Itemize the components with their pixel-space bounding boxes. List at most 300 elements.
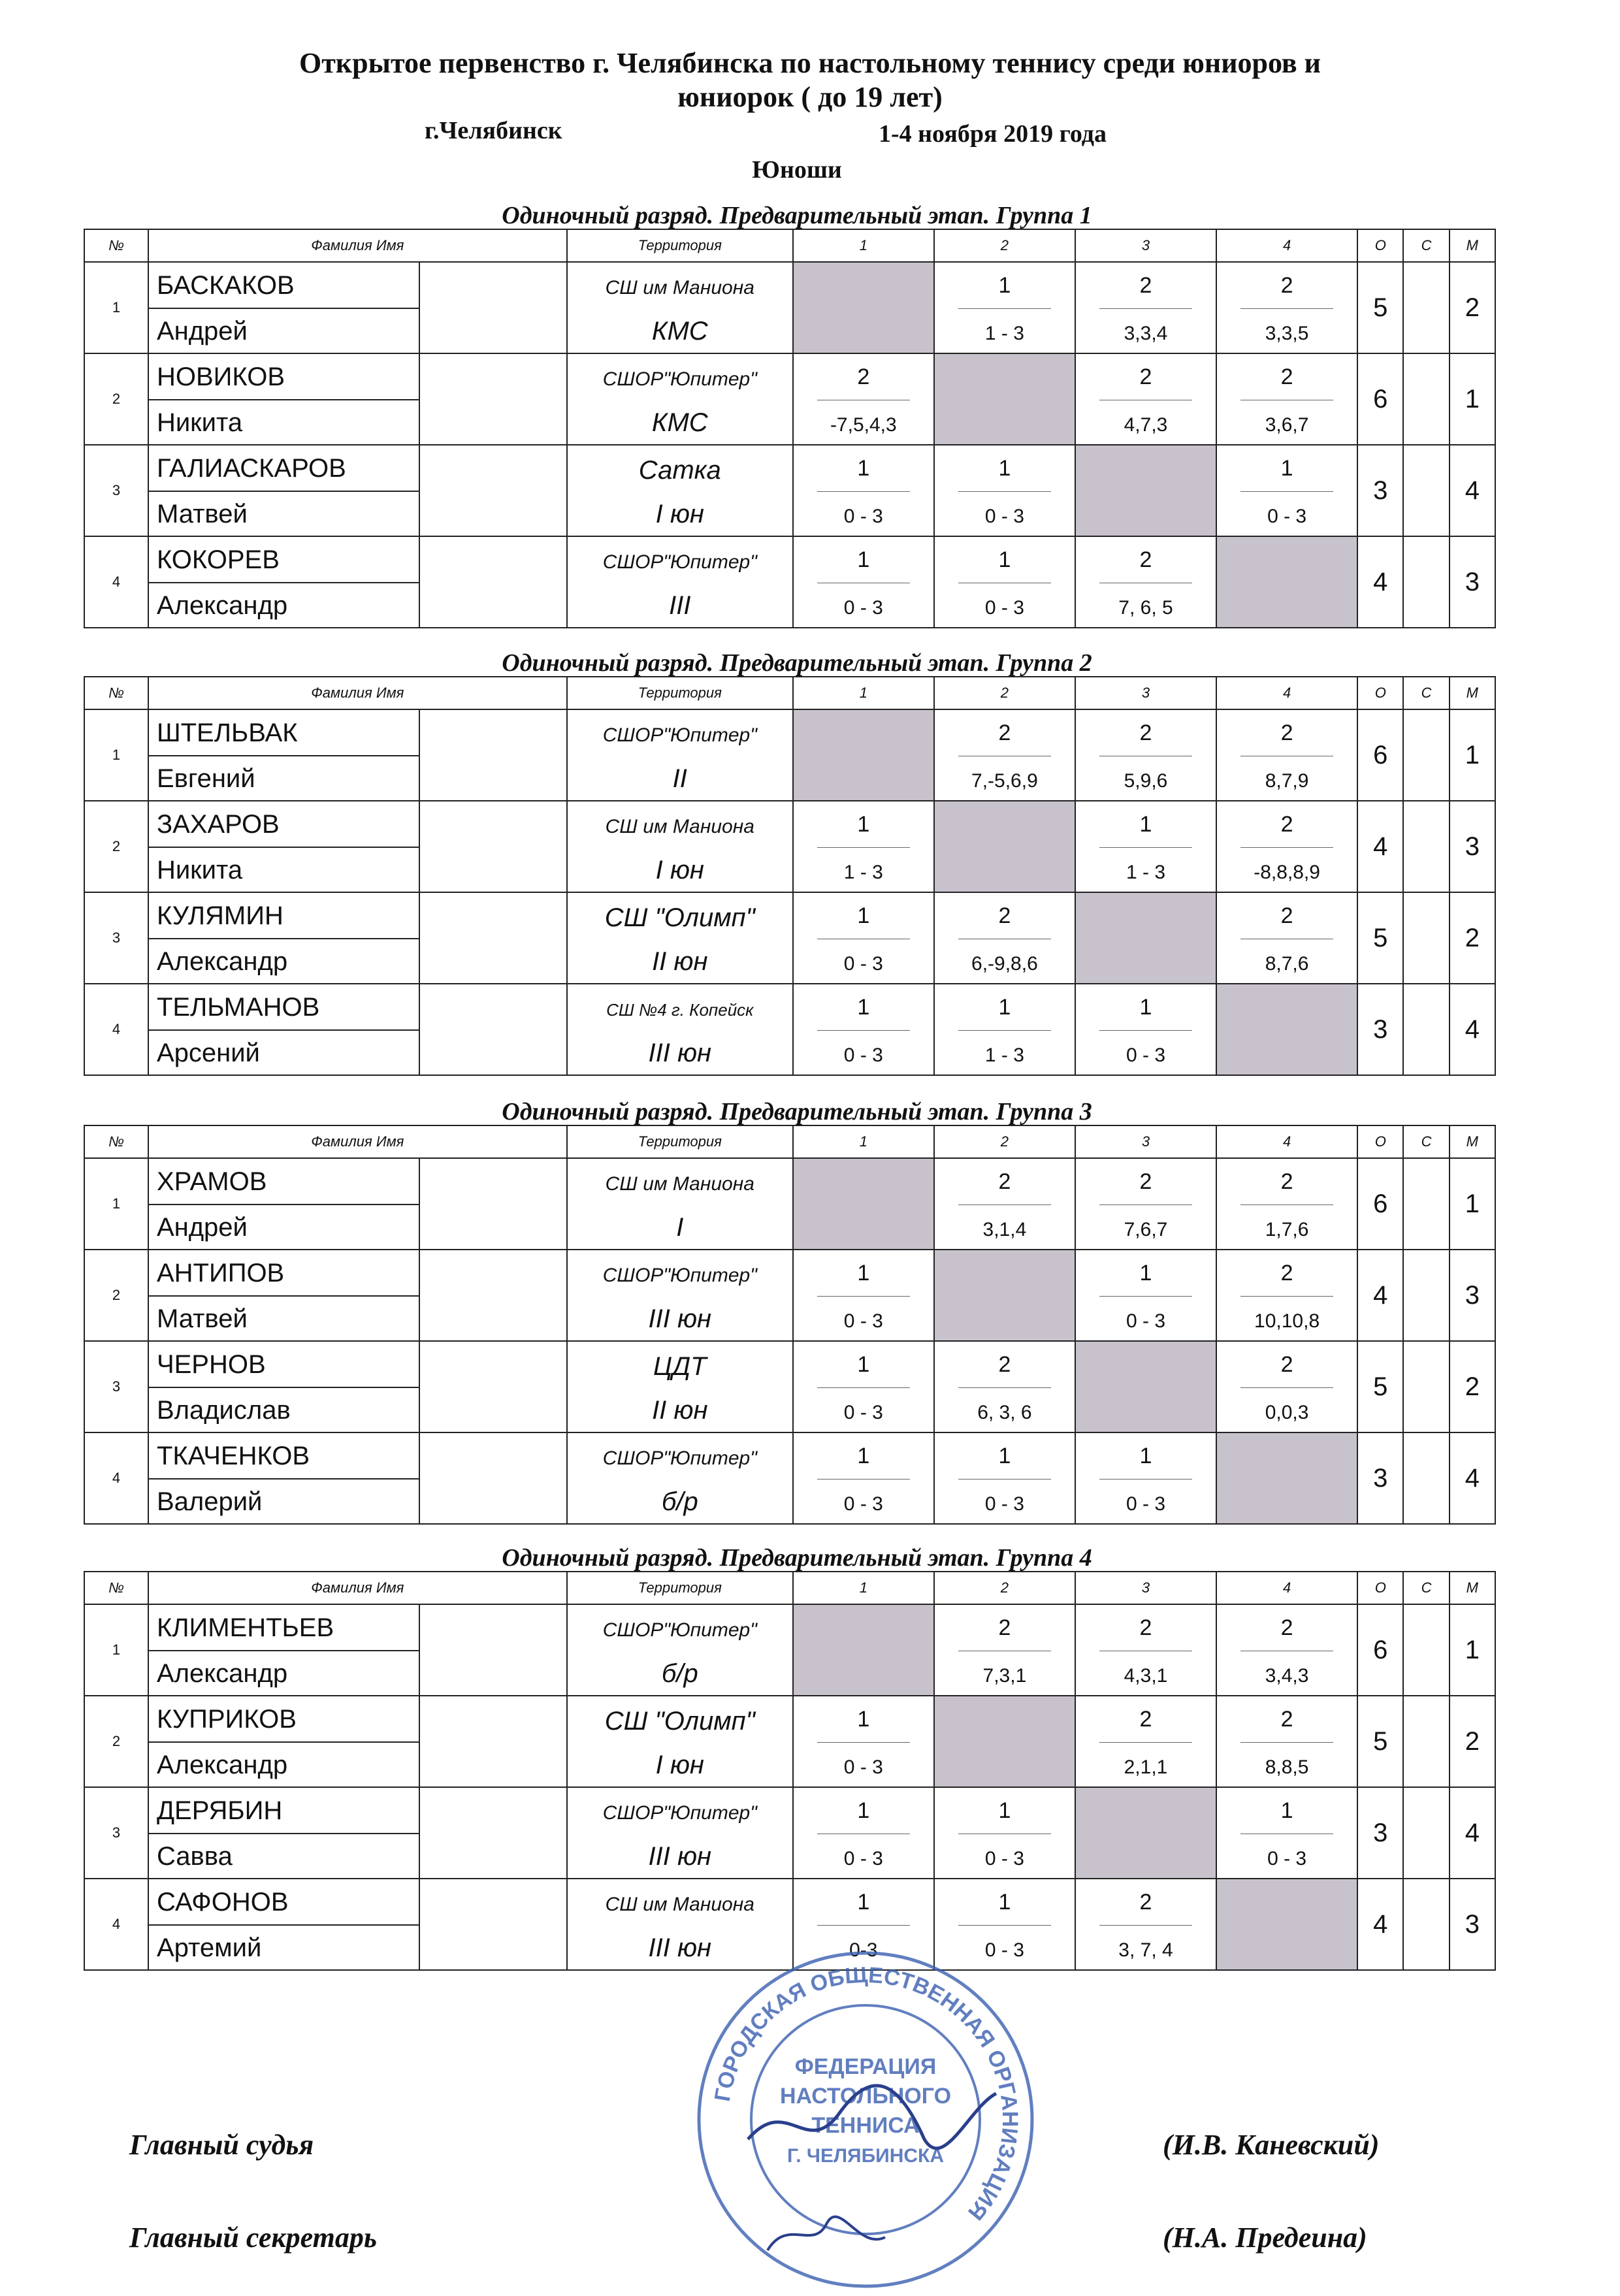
column-header-name: Фамилия Имя <box>148 229 567 262</box>
player-territory: СШ им Маниона <box>605 277 754 299</box>
player-given-name: Матвей <box>148 491 419 536</box>
player-rank: II юн <box>652 947 708 976</box>
total-points: 3 <box>1357 1787 1403 1879</box>
player-surname: КОКОРЕВ <box>148 536 419 583</box>
match-points: 1 <box>857 903 870 928</box>
match-score: 1 - 3 <box>984 323 1024 344</box>
match-points: 2 <box>998 1352 1011 1377</box>
place-cell: 1 <box>1450 1158 1495 1250</box>
place-cell: 3 <box>1450 1879 1495 1970</box>
column-header-o: О <box>1357 677 1403 709</box>
match-score: -8,8,8,9 <box>1254 862 1320 883</box>
match-score: 7,6,7 <box>1124 1219 1168 1240</box>
match-score: 8,8,5 <box>1265 1756 1309 1778</box>
group-4-title: Одиночный разряд. Предварительный этап. Группа 4 <box>502 1544 1092 1572</box>
sets-cell <box>1403 262 1449 353</box>
territory-cell <box>567 1787 793 1879</box>
player-rank: КМС <box>651 317 708 346</box>
match-points: 1 <box>857 456 870 481</box>
player-rank: б/р <box>661 1487 698 1516</box>
player-territory: СШОР"Юпитер" <box>602 551 757 573</box>
match-result-cell <box>1075 709 1216 801</box>
match-score: 5,9,6 <box>1124 770 1168 792</box>
svg-text:Г. ЧЕЛЯБИНСКА: Г. ЧЕЛЯБИНСКА <box>786 2145 945 2167</box>
player-number: 4 <box>84 1879 148 1970</box>
result-divider <box>958 491 1051 492</box>
match-score: 7,3,1 <box>982 1665 1027 1687</box>
total-points: 5 <box>1357 1696 1403 1787</box>
chief-judge-name: (И.В. Каневский) <box>1163 2129 1380 2161</box>
match-score: 1,7,6 <box>1265 1219 1309 1240</box>
total-points: 6 <box>1357 1158 1403 1250</box>
column-header-c3: 3 <box>1075 1125 1216 1158</box>
place-cell: 3 <box>1450 1250 1495 1341</box>
table-row <box>84 709 1495 756</box>
empty-cell <box>419 1341 567 1432</box>
player-rank: III юн <box>648 1304 712 1333</box>
result-divider <box>1099 1030 1192 1031</box>
table-row <box>84 353 1495 400</box>
match-score: 0 - 3 <box>843 1493 883 1515</box>
sets-cell <box>1403 1341 1449 1432</box>
match-result-cell <box>1216 1250 1357 1341</box>
result-divider <box>958 1925 1051 1926</box>
match-score: 0 - 3 <box>843 1402 883 1423</box>
match-points: 2 <box>1280 1261 1293 1285</box>
match-score: 6,-9,8,6 <box>971 953 1038 975</box>
empty-cell <box>419 709 567 801</box>
match-result-cell <box>934 1787 1075 1879</box>
match-result-cell <box>1216 801 1357 892</box>
match-points: 2 <box>857 364 870 389</box>
match-points: 1 <box>998 456 1011 481</box>
match-points: 1 <box>857 547 870 572</box>
territory-cell <box>567 709 793 801</box>
sets-cell <box>1403 1604 1449 1696</box>
match-points: 2 <box>1280 903 1293 928</box>
player-territory: Сатка <box>638 456 721 485</box>
document-title-line2: юниорок ( до 19 лет) <box>677 81 943 113</box>
table-row <box>84 1696 1495 1742</box>
match-result-cell <box>1075 536 1216 628</box>
match-score: 0 - 3 <box>843 953 883 975</box>
document-title-line1: Открытое первенство г. Челябинска по настольному теннису среди юниоров и <box>299 47 1321 79</box>
player-number: 3 <box>84 892 148 984</box>
player-given-name: Александр <box>148 1742 419 1787</box>
place-cell: 2 <box>1450 262 1495 353</box>
territory-cell <box>567 262 793 353</box>
match-points: 1 <box>857 1798 870 1823</box>
empty-cell <box>419 353 567 445</box>
player-surname: ХРАМОВ <box>148 1158 419 1205</box>
match-result-cell <box>1075 353 1216 445</box>
place-cell: 1 <box>1450 709 1495 801</box>
empty-cell <box>419 262 567 353</box>
match-result-cell <box>1075 1250 1216 1341</box>
match-points: 1 <box>998 1444 1011 1468</box>
diagonal-cell <box>1075 1787 1216 1879</box>
player-surname: КУПРИКОВ <box>148 1696 419 1742</box>
player-surname: ШТЕЛЬВАК <box>148 709 419 756</box>
match-score: 4,3,1 <box>1124 1665 1168 1687</box>
diagonal-cell <box>1216 984 1357 1075</box>
diagonal-cell <box>1216 536 1357 628</box>
territory-cell <box>567 1696 793 1787</box>
match-score: 0 - 3 <box>843 1848 883 1869</box>
result-divider <box>817 491 910 492</box>
match-points: 1 <box>857 1444 870 1468</box>
player-number: 1 <box>84 1158 148 1250</box>
player-number: 4 <box>84 536 148 628</box>
table-row <box>84 1879 1495 1925</box>
match-result-cell <box>793 984 934 1075</box>
match-score: 3,6,7 <box>1265 414 1309 436</box>
column-header-c2: 2 <box>934 677 1075 709</box>
match-result-cell <box>934 1341 1075 1432</box>
match-points: 1 <box>998 995 1011 1020</box>
match-points: 2 <box>1139 273 1152 298</box>
player-rank: б/р <box>661 1659 698 1688</box>
column-header-c4: 4 <box>1216 229 1357 262</box>
match-result-cell <box>1216 1604 1357 1696</box>
place-cell: 1 <box>1450 1604 1495 1696</box>
player-territory: СШОР"Юпитер" <box>602 724 757 746</box>
table-row <box>84 1341 1495 1387</box>
player-rank: I юн <box>655 856 704 884</box>
sets-cell <box>1403 1250 1449 1341</box>
column-header-c1: 1 <box>793 1125 934 1158</box>
player-territory: СШ "Олимп" <box>604 903 755 932</box>
column-header-name: Фамилия Имя <box>148 677 567 709</box>
table-row <box>84 1604 1495 1651</box>
match-result-cell <box>1075 1879 1216 1970</box>
column-header-c1: 1 <box>793 677 934 709</box>
sets-cell <box>1403 1879 1449 1970</box>
svg-text:ФЕДЕРАЦИЯ: ФЕДЕРАЦИЯ <box>794 2054 937 2079</box>
match-score: 7, 6, 5 <box>1118 597 1173 619</box>
column-header-m: М <box>1450 229 1495 262</box>
player-number: 2 <box>84 1250 148 1341</box>
column-header-s: С <box>1403 1572 1449 1604</box>
match-points: 2 <box>1139 1890 1152 1915</box>
match-score: 3,3,4 <box>1124 323 1168 344</box>
match-points: 2 <box>1280 1615 1293 1640</box>
result-divider <box>1099 1742 1192 1743</box>
match-points: 1 <box>998 1798 1011 1823</box>
match-points: 2 <box>1280 1707 1293 1732</box>
match-score: 8,7,6 <box>1265 953 1309 975</box>
match-score: 4,7,3 <box>1124 414 1168 436</box>
match-score: 3,3,5 <box>1265 323 1309 344</box>
player-given-name: Владислав <box>148 1387 419 1432</box>
table-row <box>84 536 1495 583</box>
player-territory: СШ им Маниона <box>605 1173 754 1195</box>
player-number: 3 <box>84 1787 148 1879</box>
match-points: 2 <box>1139 547 1152 572</box>
player-territory: ЦДТ <box>653 1352 707 1381</box>
column-header-c4: 4 <box>1216 1125 1357 1158</box>
column-header-m: М <box>1450 1572 1495 1604</box>
table-row <box>84 1432 1495 1479</box>
match-score: 0 - 3 <box>984 1939 1024 1961</box>
match-result-cell <box>934 709 1075 801</box>
player-surname: ТЕЛЬМАНОВ <box>148 984 419 1030</box>
territory-cell <box>567 1250 793 1341</box>
place-cell: 4 <box>1450 445 1495 536</box>
diagonal-cell <box>1216 1879 1357 1970</box>
match-result-cell <box>793 445 934 536</box>
empty-cell <box>419 801 567 892</box>
result-divider <box>1240 491 1333 492</box>
match-score: 8,7,9 <box>1265 770 1309 792</box>
match-points: 2 <box>1139 720 1152 745</box>
match-points: 2 <box>1139 1615 1152 1640</box>
player-given-name: Александр <box>148 1651 419 1696</box>
place-cell: 3 <box>1450 801 1495 892</box>
total-points: 4 <box>1357 1879 1403 1970</box>
result-divider <box>1240 308 1333 309</box>
match-points: 1 <box>857 1707 870 1732</box>
diagonal-cell <box>1216 1432 1357 1524</box>
result-divider <box>817 847 910 848</box>
sets-cell <box>1403 536 1449 628</box>
match-score: 6, 3, 6 <box>977 1402 1032 1423</box>
match-points: 1 <box>1139 1444 1152 1468</box>
match-result-cell <box>1216 1787 1357 1879</box>
player-territory: СШОР"Юпитер" <box>602 1802 757 1824</box>
match-points: 2 <box>998 1169 1011 1194</box>
territory-cell <box>567 353 793 445</box>
player-territory: СШОР"Юпитер" <box>602 1447 757 1469</box>
match-points: 2 <box>1280 1352 1293 1377</box>
diagonal-cell <box>793 262 934 353</box>
diagonal-cell <box>1075 892 1216 984</box>
match-points: 2 <box>1280 720 1293 745</box>
match-result-cell <box>793 1696 934 1787</box>
event-dates: 1-4 ноября 2019 года <box>879 120 1107 148</box>
match-score: 2,1,1 <box>1124 1756 1168 1778</box>
diagonal-cell <box>934 353 1075 445</box>
sets-cell <box>1403 353 1449 445</box>
total-points: 6 <box>1357 353 1403 445</box>
match-points: 2 <box>1280 1169 1293 1194</box>
place-cell: 1 <box>1450 353 1495 445</box>
sets-cell <box>1403 709 1449 801</box>
total-points: 4 <box>1357 1250 1403 1341</box>
column-header-territory: Территория <box>567 1125 793 1158</box>
column-header-m: М <box>1450 1125 1495 1158</box>
result-divider <box>1240 847 1333 848</box>
empty-cell <box>419 1696 567 1787</box>
group-2-title: Одиночный разряд. Предварительный этап. Группа 2 <box>502 649 1092 677</box>
group-2-table <box>84 676 1496 1076</box>
group-4-table <box>84 1571 1496 1971</box>
match-result-cell <box>793 536 934 628</box>
player-given-name: Валерий <box>148 1479 419 1524</box>
column-header-name: Фамилия Имя <box>148 1125 567 1158</box>
match-result-cell <box>1216 1696 1357 1787</box>
result-divider <box>817 1030 910 1031</box>
table-header-row <box>84 677 1495 709</box>
player-number: 1 <box>84 262 148 353</box>
match-score: 1 - 3 <box>843 862 883 883</box>
match-score: 7,-5,6,9 <box>971 770 1038 792</box>
player-surname: НОВИКОВ <box>148 353 419 400</box>
sets-cell <box>1403 445 1449 536</box>
match-result-cell <box>793 1432 934 1524</box>
match-points: 2 <box>1139 1707 1152 1732</box>
result-divider <box>1240 1387 1333 1388</box>
column-header-c3: 3 <box>1075 1572 1216 1604</box>
column-header-c3: 3 <box>1075 677 1216 709</box>
column-header-c2: 2 <box>934 1125 1075 1158</box>
place-cell: 3 <box>1450 536 1495 628</box>
player-surname: ТКАЧЕНКОВ <box>148 1432 419 1479</box>
column-header-o: О <box>1357 1125 1403 1158</box>
empty-cell <box>419 445 567 536</box>
result-divider <box>817 1387 910 1388</box>
column-header-num: № <box>84 229 148 262</box>
player-given-name: Евгений <box>148 756 419 801</box>
result-divider <box>1240 1296 1333 1297</box>
match-score: 0 - 3 <box>984 506 1024 527</box>
column-header-c1: 1 <box>793 1572 934 1604</box>
player-number: 2 <box>84 353 148 445</box>
player-surname: ГАЛИАСКАРОВ <box>148 445 419 491</box>
column-header-o: О <box>1357 229 1403 262</box>
sets-cell <box>1403 801 1449 892</box>
total-points: 6 <box>1357 709 1403 801</box>
player-number: 1 <box>84 1604 148 1696</box>
match-score: 0 - 3 <box>1126 1044 1166 1066</box>
total-points: 5 <box>1357 1341 1403 1432</box>
territory-cell <box>567 445 793 536</box>
player-territory: СШ им Маниона <box>605 1894 754 1915</box>
player-surname: БАСКАКОВ <box>148 262 419 308</box>
place-cell: 4 <box>1450 1432 1495 1524</box>
diagonal-cell <box>934 1696 1075 1787</box>
match-score: 0 - 3 <box>1126 1493 1166 1515</box>
diagonal-cell <box>1075 1341 1216 1432</box>
match-score: 1 - 3 <box>1126 862 1166 883</box>
match-points: 1 <box>1280 456 1293 481</box>
place-cell: 2 <box>1450 1341 1495 1432</box>
match-result-cell <box>934 984 1075 1075</box>
territory-cell <box>567 536 793 628</box>
match-result-cell <box>793 353 934 445</box>
territory-cell <box>567 801 793 892</box>
result-divider <box>817 1296 910 1297</box>
match-score: 10,10,8 <box>1254 1310 1320 1332</box>
match-score: 0,0,3 <box>1265 1402 1309 1423</box>
total-points: 3 <box>1357 445 1403 536</box>
match-score: 0 - 3 <box>843 1310 883 1332</box>
player-given-name: Александр <box>148 939 419 984</box>
match-result-cell <box>934 1158 1075 1250</box>
empty-cell <box>419 1432 567 1524</box>
player-rank: I юн <box>655 1751 704 1779</box>
player-number: 3 <box>84 445 148 536</box>
empty-cell <box>419 892 567 984</box>
match-score: 3, 7, 4 <box>1118 1939 1173 1961</box>
match-points: 1 <box>998 273 1011 298</box>
player-surname: ЗАХАРОВ <box>148 801 419 847</box>
player-rank: КМС <box>651 408 708 437</box>
player-surname: САФОНОВ <box>148 1879 419 1925</box>
player-territory: СШОР"Юпитер" <box>602 368 757 390</box>
table-row <box>84 1787 1495 1834</box>
empty-cell <box>419 1250 567 1341</box>
empty-cell <box>419 1604 567 1696</box>
table-row <box>84 892 1495 939</box>
match-points: 2 <box>998 720 1011 745</box>
match-points: 1 <box>1280 1798 1293 1823</box>
match-result-cell <box>793 801 934 892</box>
territory-cell <box>567 1341 793 1432</box>
table-header-row <box>84 229 1495 262</box>
player-surname: АНТИПОВ <box>148 1250 419 1296</box>
match-result-cell <box>1075 1604 1216 1696</box>
total-points: 3 <box>1357 1432 1403 1524</box>
match-score: 0 - 3 <box>843 1044 883 1066</box>
match-points: 2 <box>1139 364 1152 389</box>
sets-cell <box>1403 1787 1449 1879</box>
table-row <box>84 984 1495 1030</box>
match-points: 1 <box>1139 1261 1152 1285</box>
match-result-cell <box>1075 801 1216 892</box>
table-header-row <box>84 1572 1495 1604</box>
player-number: 3 <box>84 1341 148 1432</box>
player-rank: II юн <box>652 1396 708 1425</box>
empty-cell <box>419 1158 567 1250</box>
chief-secretary-name: (Н.А. Предеина) <box>1163 2222 1367 2254</box>
column-header-m: М <box>1450 677 1495 709</box>
match-points: 1 <box>857 1261 870 1285</box>
result-divider <box>1099 847 1192 848</box>
sets-cell <box>1403 892 1449 984</box>
match-score: 0 - 3 <box>984 597 1024 619</box>
match-points: 1 <box>857 812 870 837</box>
sets-cell <box>1403 1432 1449 1524</box>
table-row <box>84 1158 1495 1205</box>
chief-secretary-label: Главный секретарь <box>129 2222 377 2254</box>
match-points: 2 <box>1280 273 1293 298</box>
match-points: 1 <box>857 1352 870 1377</box>
column-header-name: Фамилия Имя <box>148 1572 567 1604</box>
player-given-name: Никита <box>148 847 419 892</box>
column-header-territory: Территория <box>567 1572 793 1604</box>
match-result-cell <box>934 892 1075 984</box>
match-points: 1 <box>998 1890 1011 1915</box>
diagonal-cell <box>793 1604 934 1696</box>
result-divider <box>1099 308 1192 309</box>
svg-text:ТЕННИСА: ТЕННИСА <box>811 2113 920 2138</box>
group-3-table <box>84 1125 1496 1525</box>
stamp-outer-text: ГОРОДСКАЯ ОБЩЕСТВЕННАЯ ОРГАНИЗАЦИЯ <box>709 1962 1023 2225</box>
total-points: 4 <box>1357 536 1403 628</box>
result-divider <box>1099 1296 1192 1297</box>
match-score: 1 - 3 <box>984 1044 1024 1066</box>
match-result-cell <box>1216 709 1357 801</box>
column-header-s: С <box>1403 229 1449 262</box>
player-surname: ЧЕРНОВ <box>148 1341 419 1387</box>
territory-cell <box>567 1158 793 1250</box>
result-divider <box>958 1387 1051 1388</box>
match-result-cell <box>934 262 1075 353</box>
match-score: 0 - 3 <box>984 1848 1024 1869</box>
match-score: 0 - 3 <box>984 1493 1024 1515</box>
territory-cell <box>567 1604 793 1696</box>
